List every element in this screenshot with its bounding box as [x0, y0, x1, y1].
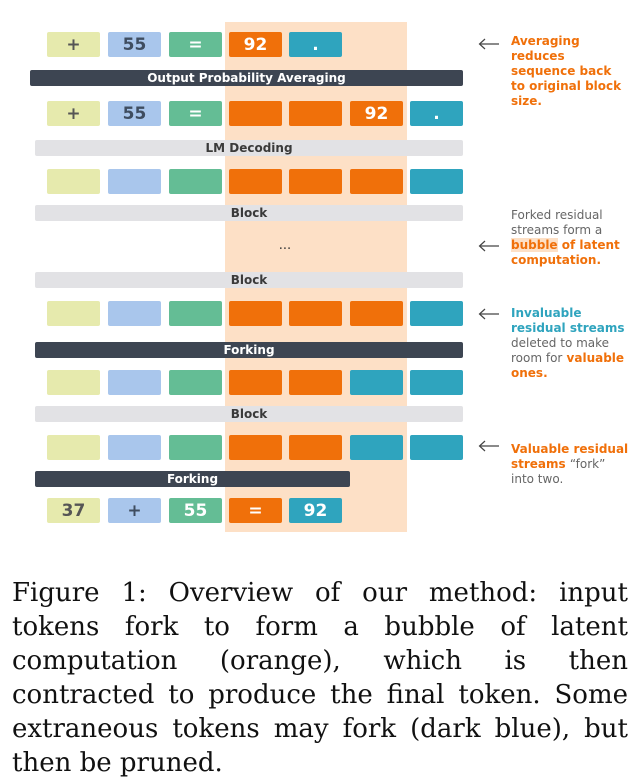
note-bubble-tail: latent computation.: [511, 238, 620, 267]
token-yellow: [47, 169, 100, 194]
token-orange: [289, 169, 342, 194]
left-arrow-icon: [478, 240, 500, 252]
token-37-bottom: 37: [47, 498, 100, 523]
token-teal: [350, 435, 403, 460]
output-averaging-bar: Output Probability Averaging: [30, 70, 463, 86]
token-55-second: 55: [108, 101, 161, 126]
token-plus-second: +: [47, 101, 100, 126]
forking-bar-2: Forking: [35, 471, 350, 487]
forking-bar-1: Forking: [35, 342, 463, 358]
note-invaluable-gray: deleted to make room for: [511, 336, 610, 365]
block-bar-1: Block: [35, 205, 463, 221]
token-teal: [410, 370, 463, 395]
token-dot-top: .: [289, 32, 342, 57]
note-valuable-gray-2: into two.: [511, 472, 564, 486]
token-orange: [229, 370, 282, 395]
left-arrow-icon: [478, 38, 500, 50]
token-teal: [410, 301, 463, 326]
note-bubble-post: of: [561, 238, 576, 252]
token-green: [169, 435, 222, 460]
token-orange: [350, 301, 403, 326]
token-teal: [410, 435, 463, 460]
note-bubble-pre: Forked residual streams form a: [511, 208, 603, 237]
note-averaging-text: Averaging reduces sequence back to original block size.: [511, 34, 622, 108]
token-orange: [289, 370, 342, 395]
token-blue: [108, 169, 161, 194]
token-92-top: 92: [229, 32, 282, 57]
token-orange: [289, 101, 342, 126]
figure-caption: Figure 1: Overview of our method: input tokens fork to form a bubble of latent computation (orange), which is then contracted to produce the final token. Some extraneous tokens may fork (dark blue), but then be pruned.: [12, 578, 628, 778]
token-orange: [229, 435, 282, 460]
note-bubble: [511, 208, 629, 268]
token-orange: [229, 101, 282, 126]
token-blue: [108, 301, 161, 326]
token-orange: [229, 301, 282, 326]
token-teal: [410, 169, 463, 194]
lm-decoding-bar: LM Decoding: [35, 140, 463, 156]
token-equals-bottom: =: [229, 498, 282, 523]
token-orange: [350, 169, 403, 194]
token-green: [169, 169, 222, 194]
note-valuable: [511, 442, 629, 487]
token-yellow: [47, 370, 100, 395]
left-arrow-icon: [478, 308, 500, 320]
token-teal: [350, 370, 403, 395]
token-92-second: 92: [350, 101, 403, 126]
token-dot-second: .: [410, 101, 463, 126]
token-55-top: 55: [108, 32, 161, 57]
note-invaluable-orange: valuable ones.: [511, 351, 625, 380]
note-invaluable: [511, 306, 629, 381]
note-averaging: [511, 34, 629, 109]
note-valuable-orange: Valuable residual streams: [511, 442, 629, 471]
token-blue: [108, 370, 161, 395]
token-blue: [108, 435, 161, 460]
token-orange: [289, 435, 342, 460]
token-orange: [289, 301, 342, 326]
token-yellow: [47, 435, 100, 460]
block-bar-2: Block: [35, 272, 463, 288]
token-equals-second: =: [169, 101, 222, 126]
block-bar-3: Block: [35, 406, 463, 422]
token-green: [169, 370, 222, 395]
token-55-bottom: 55: [169, 498, 222, 523]
token-plus-top: +: [47, 32, 100, 57]
note-valuable-gray-1: “fork”: [569, 457, 606, 471]
note-bubble-word: bubble: [511, 238, 558, 252]
note-invaluable-blue: Invaluable residual streams: [511, 306, 625, 335]
token-plus-bottom: +: [108, 498, 161, 523]
token-92-bottom: 92: [289, 498, 342, 523]
token-orange: [229, 169, 282, 194]
token-green: [169, 301, 222, 326]
token-yellow: [47, 301, 100, 326]
ellipsis: ...: [278, 238, 292, 253]
token-equals-top: =: [169, 32, 222, 57]
left-arrow-icon: [478, 440, 500, 452]
